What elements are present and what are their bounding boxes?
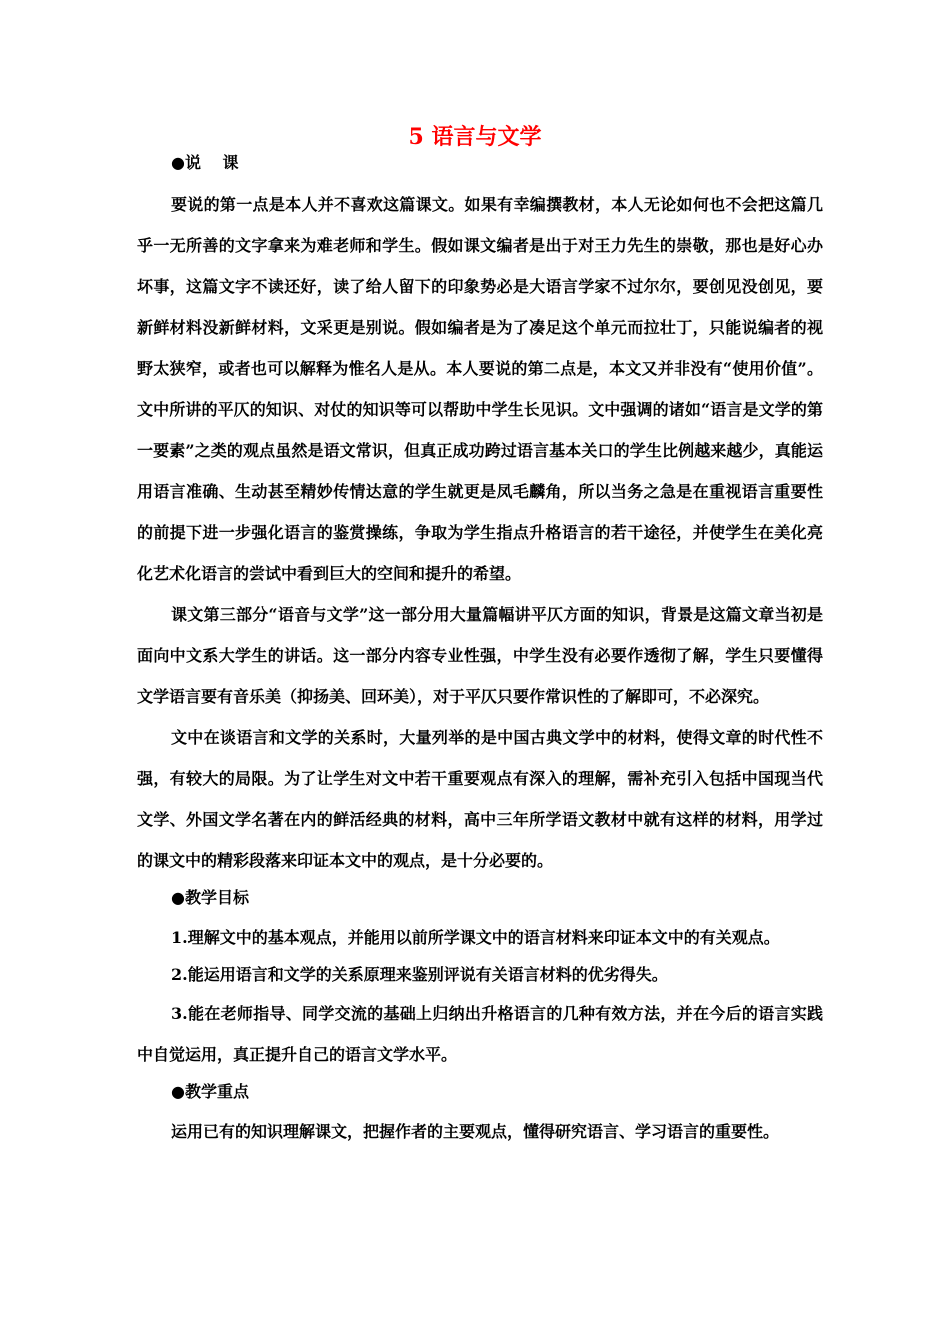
goal-item: 3.能在老师指导、同学交流的基础上归纳出升格语言的几种有效方法，并在今后的语言实践中自觉运用，真正提升自己的语言文学水平。 xyxy=(137,1004,823,1064)
document-title: 5 语言与文学 xyxy=(408,124,542,150)
goal-item: 2.能运用语言和文学的关系原理来鉴别评说有关语言材料的优劣得失。 xyxy=(171,965,668,984)
document-body xyxy=(137,148,823,1150)
paragraph: 文中在谈语言和文学的关系时，大量列举的是中国古典文学中的材料，使得文章的时代性不强，有较大的局限。为了让学生对文中若干重要观点有深入的理解，需补充引入包括中国现当代文学、外国文学名著在内的鲜活经典的材料，高中三年所学语文教材中就有这样的材料，用学过的课文中的精彩段落来印证本文中的观点，是十分必要的。 xyxy=(137,728,823,870)
paragraph: 要说的第一点是本人并不喜欢这篇课文。如果有幸编撰教材，本人无论如何也不会把这篇几乎一无所善的文字拿来为难老师和学生。假如课文编者是出于对王力先生的崇敬，那也是好心办坏事，这篇文字不读还好，读了给人留下的印象势必是大语言学家不过尔尔，要创见没创见，要新鲜材料没新鲜材料，文采更是别说。假如编者是为了凑足这个单元而拉壮丁，只能说编者的视野太狭窄，或者也可以解释为惟名人是从。本人要说的第二点是，本文又并非没有“使用价值”。文中所讲的平仄的知识、对仗的知识等可以帮助中学生长见识。文中强调的诸如“语言是文学的第一要素”之类的观点虽然是语文常识，但真正成功跨过语言基本关口的学生比例越来越少，真能运用语言准确、生动甚至精妙传情达意的学生就更是凤毛麟角，所以当务之急是在重视语言重要性的前提下进一步强化语言的鉴赏操练，争取为学生指点升格语言的若干途径，并使学生在美化亮化艺术化语言的尝试中看到巨大的空间和提升的希望。 xyxy=(137,195,823,583)
section-heading-teaching-goals: ●教学目标 xyxy=(171,888,249,907)
focus-item: 运用已有的知识理解课文，把握作者的主要观点，懂得研究语言、学习语言的重要性。 xyxy=(171,1122,780,1141)
goal-item: 1.理解文中的基本观点，并能用以前所学课文中的语言材料来印证本文中的有关观点。 xyxy=(171,928,780,947)
section-heading-teaching-focus: ●教学重点 xyxy=(171,1082,249,1101)
section-heading-shuoke: ●说 课 xyxy=(171,153,239,172)
paragraph: 课文第三部分“语音与文学”这一部分用大量篇幅讲平仄方面的知识，背景是这篇文章当初是面向中文系大学生的讲话。这一部分内容专业性强，中学生没有必要作透彻了解，学生只要懂得文学语言要有音乐美（抑扬美、回环美），对于平仄只要作常识性的了解即可，不必深究。 xyxy=(137,605,823,706)
